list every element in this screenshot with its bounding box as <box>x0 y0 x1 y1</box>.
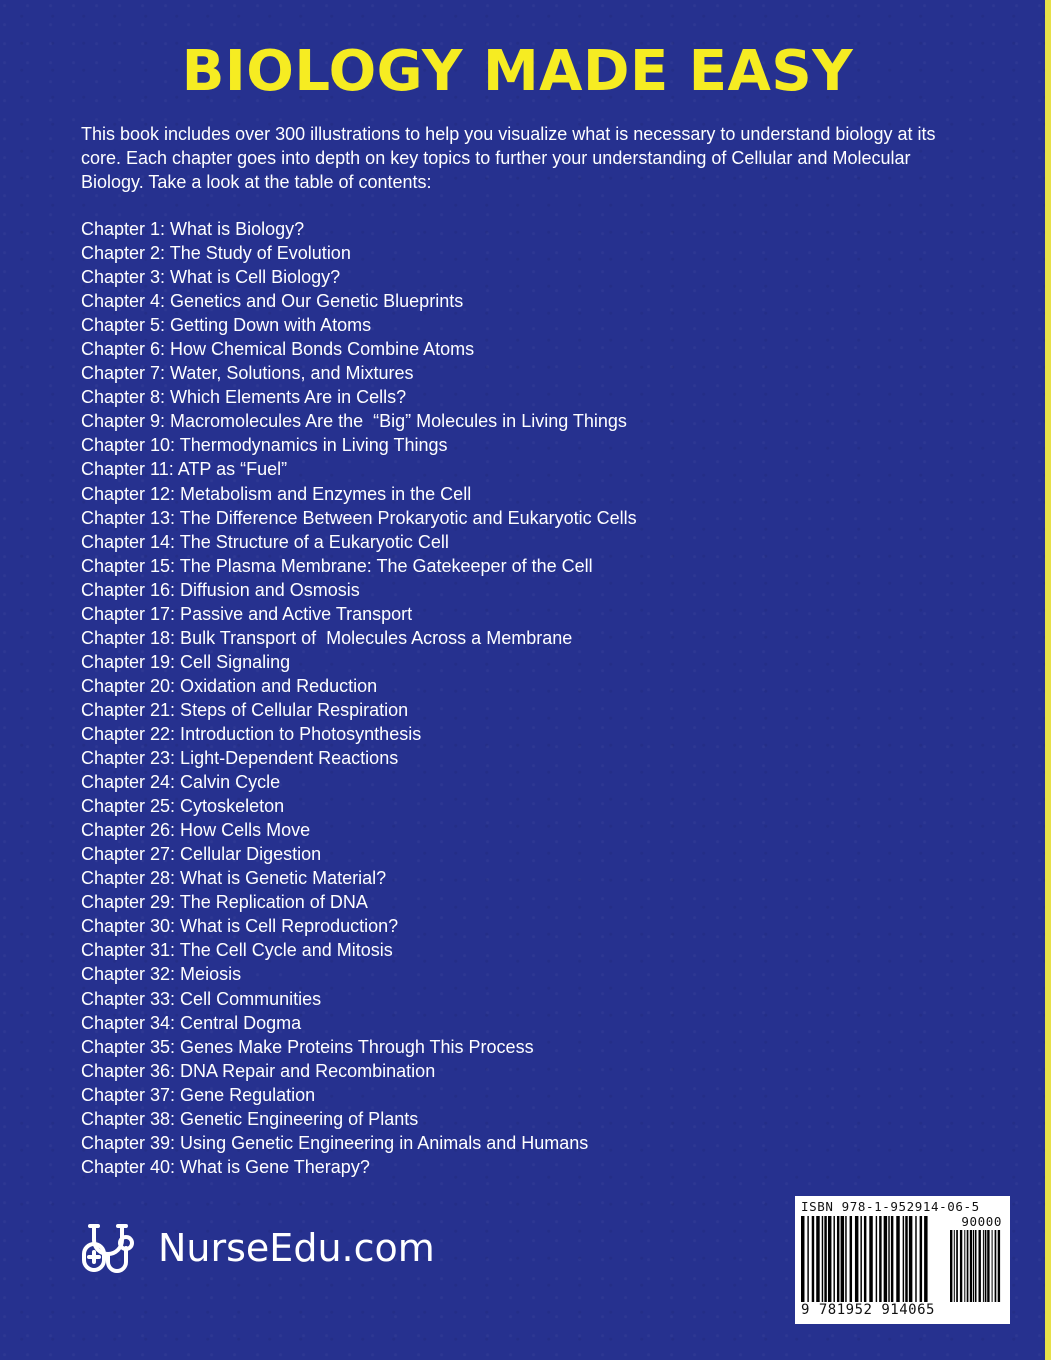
toc-item: Chapter 19: Cell Signaling <box>81 651 291 672</box>
toc-item: Chapter 7: Water, Solutions, and Mixtures <box>81 363 414 384</box>
toc-item: Chapter 33: Cell Communities <box>81 988 322 1009</box>
toc-item: Chapter 4: Genetics and Our Genetic Blueprints <box>81 291 464 312</box>
toc-item: Chapter 6: How Chemical Bonds Combine Atoms <box>81 339 475 360</box>
toc-item: Chapter 22: Introduction to Photosynthesis <box>81 723 422 744</box>
price-code: 90000 <box>961 1214 1002 1229</box>
toc-item: Chapter 32: Meiosis <box>81 964 242 985</box>
toc-item: Chapter 30: What is Cell Reproduction? <box>81 916 399 937</box>
toc-item: Chapter 36: DNA Repair and Recombination <box>81 1060 436 1081</box>
toc-item: Chapter 37: Gene Regulation <box>81 1084 316 1105</box>
toc-item: Chapter 17: Passive and Active Transport <box>81 603 413 624</box>
toc-item: Chapter 9: Macromolecules Are the “Big” Molecules in Living Things <box>81 411 627 432</box>
toc-item: Chapter 25: Cytoskeleton <box>81 796 285 817</box>
intro-paragraph: This book includes over 300 illustrations to help you visualize what is necessary to understand biology at its core. Each chapter goes into depth on key topics to further your understanding of Cellular and Molecular Biology. Take a look at the table of contents: <box>81 124 936 192</box>
price-barcode-bars <box>950 1230 1002 1302</box>
toc-item: Chapter 12: Metabolism and Enzymes in the Cell <box>81 483 472 504</box>
toc-item: Chapter 28: What is Genetic Material? <box>81 868 387 889</box>
toc-item: Chapter 16: Diffusion and Osmosis <box>81 579 360 600</box>
toc-item: Chapter 31: The Cell Cycle and Mitosis <box>81 940 393 961</box>
stethoscope-icon <box>80 1214 152 1282</box>
toc-item: Chapter 5: Getting Down with Atoms <box>81 315 372 336</box>
toc-item: Chapter 26: How Cells Move <box>81 820 311 841</box>
ean-digits: 9 781952 914065 <box>801 1302 935 1318</box>
toc-item: Chapter 13: The Difference Between Prokaryotic and Eukaryotic Cells <box>81 507 637 528</box>
toc-item: Chapter 35: Genes Make Proteins Through This Process <box>81 1036 534 1057</box>
toc-item: Chapter 1: What is Biology? <box>81 219 305 239</box>
publisher-logo <box>80 1214 435 1282</box>
isbn-number: ISBN 978-1-952914-06-5 <box>801 1199 980 1214</box>
toc-item: Chapter 20: Oxidation and Reduction <box>81 675 378 696</box>
toc-item: Chapter 8: Which Elements Are in Cells? <box>81 387 407 408</box>
toc-item: Chapter 40: What is Gene Therapy? <box>81 1156 370 1177</box>
toc-item: Chapter 21: Steps of Cellular Respiration <box>81 699 409 720</box>
isbn-barcode <box>795 1196 1010 1324</box>
toc-item: Chapter 39: Using Genetic Engineering in Animals and Humans <box>81 1132 589 1153</box>
toc-item: Chapter 2: The Study of Evolution <box>81 243 351 264</box>
toc-item: Chapter 34: Central Dogma <box>81 1012 302 1033</box>
toc-item: Chapter 23: Light-Dependent Reactions <box>81 748 399 769</box>
toc-item: Chapter 24: Calvin Cycle <box>81 772 281 793</box>
toc-item: Chapter 11: ATP as “Fuel” <box>81 459 288 480</box>
book-title: BIOLOGY MADE EASY <box>181 39 854 104</box>
table-of-contents <box>81 217 637 1179</box>
toc-item: Chapter 14: The Structure of a Eukaryotic Cell <box>81 531 449 552</box>
toc-item: Chapter 3: What is Cell Biology? <box>81 267 341 288</box>
yellow-edge-strip <box>1045 0 1051 1360</box>
toc-item: Chapter 27: Cellular Digestion <box>81 844 322 865</box>
toc-item: Chapter 38: Genetic Engineering of Plants <box>81 1108 419 1129</box>
toc-item: Chapter 15: The Plasma Membrane: The Gatekeeper of the Cell <box>81 555 593 576</box>
toc-item: Chapter 29: The Replication of DNA <box>81 892 368 913</box>
publisher-name: NurseEdu.com <box>158 1226 435 1270</box>
toc-item: Chapter 10: Thermodynamics in Living Things <box>81 435 448 456</box>
toc-item: Chapter 18: Bulk Transport of Molecules Across a Membrane <box>81 627 573 648</box>
